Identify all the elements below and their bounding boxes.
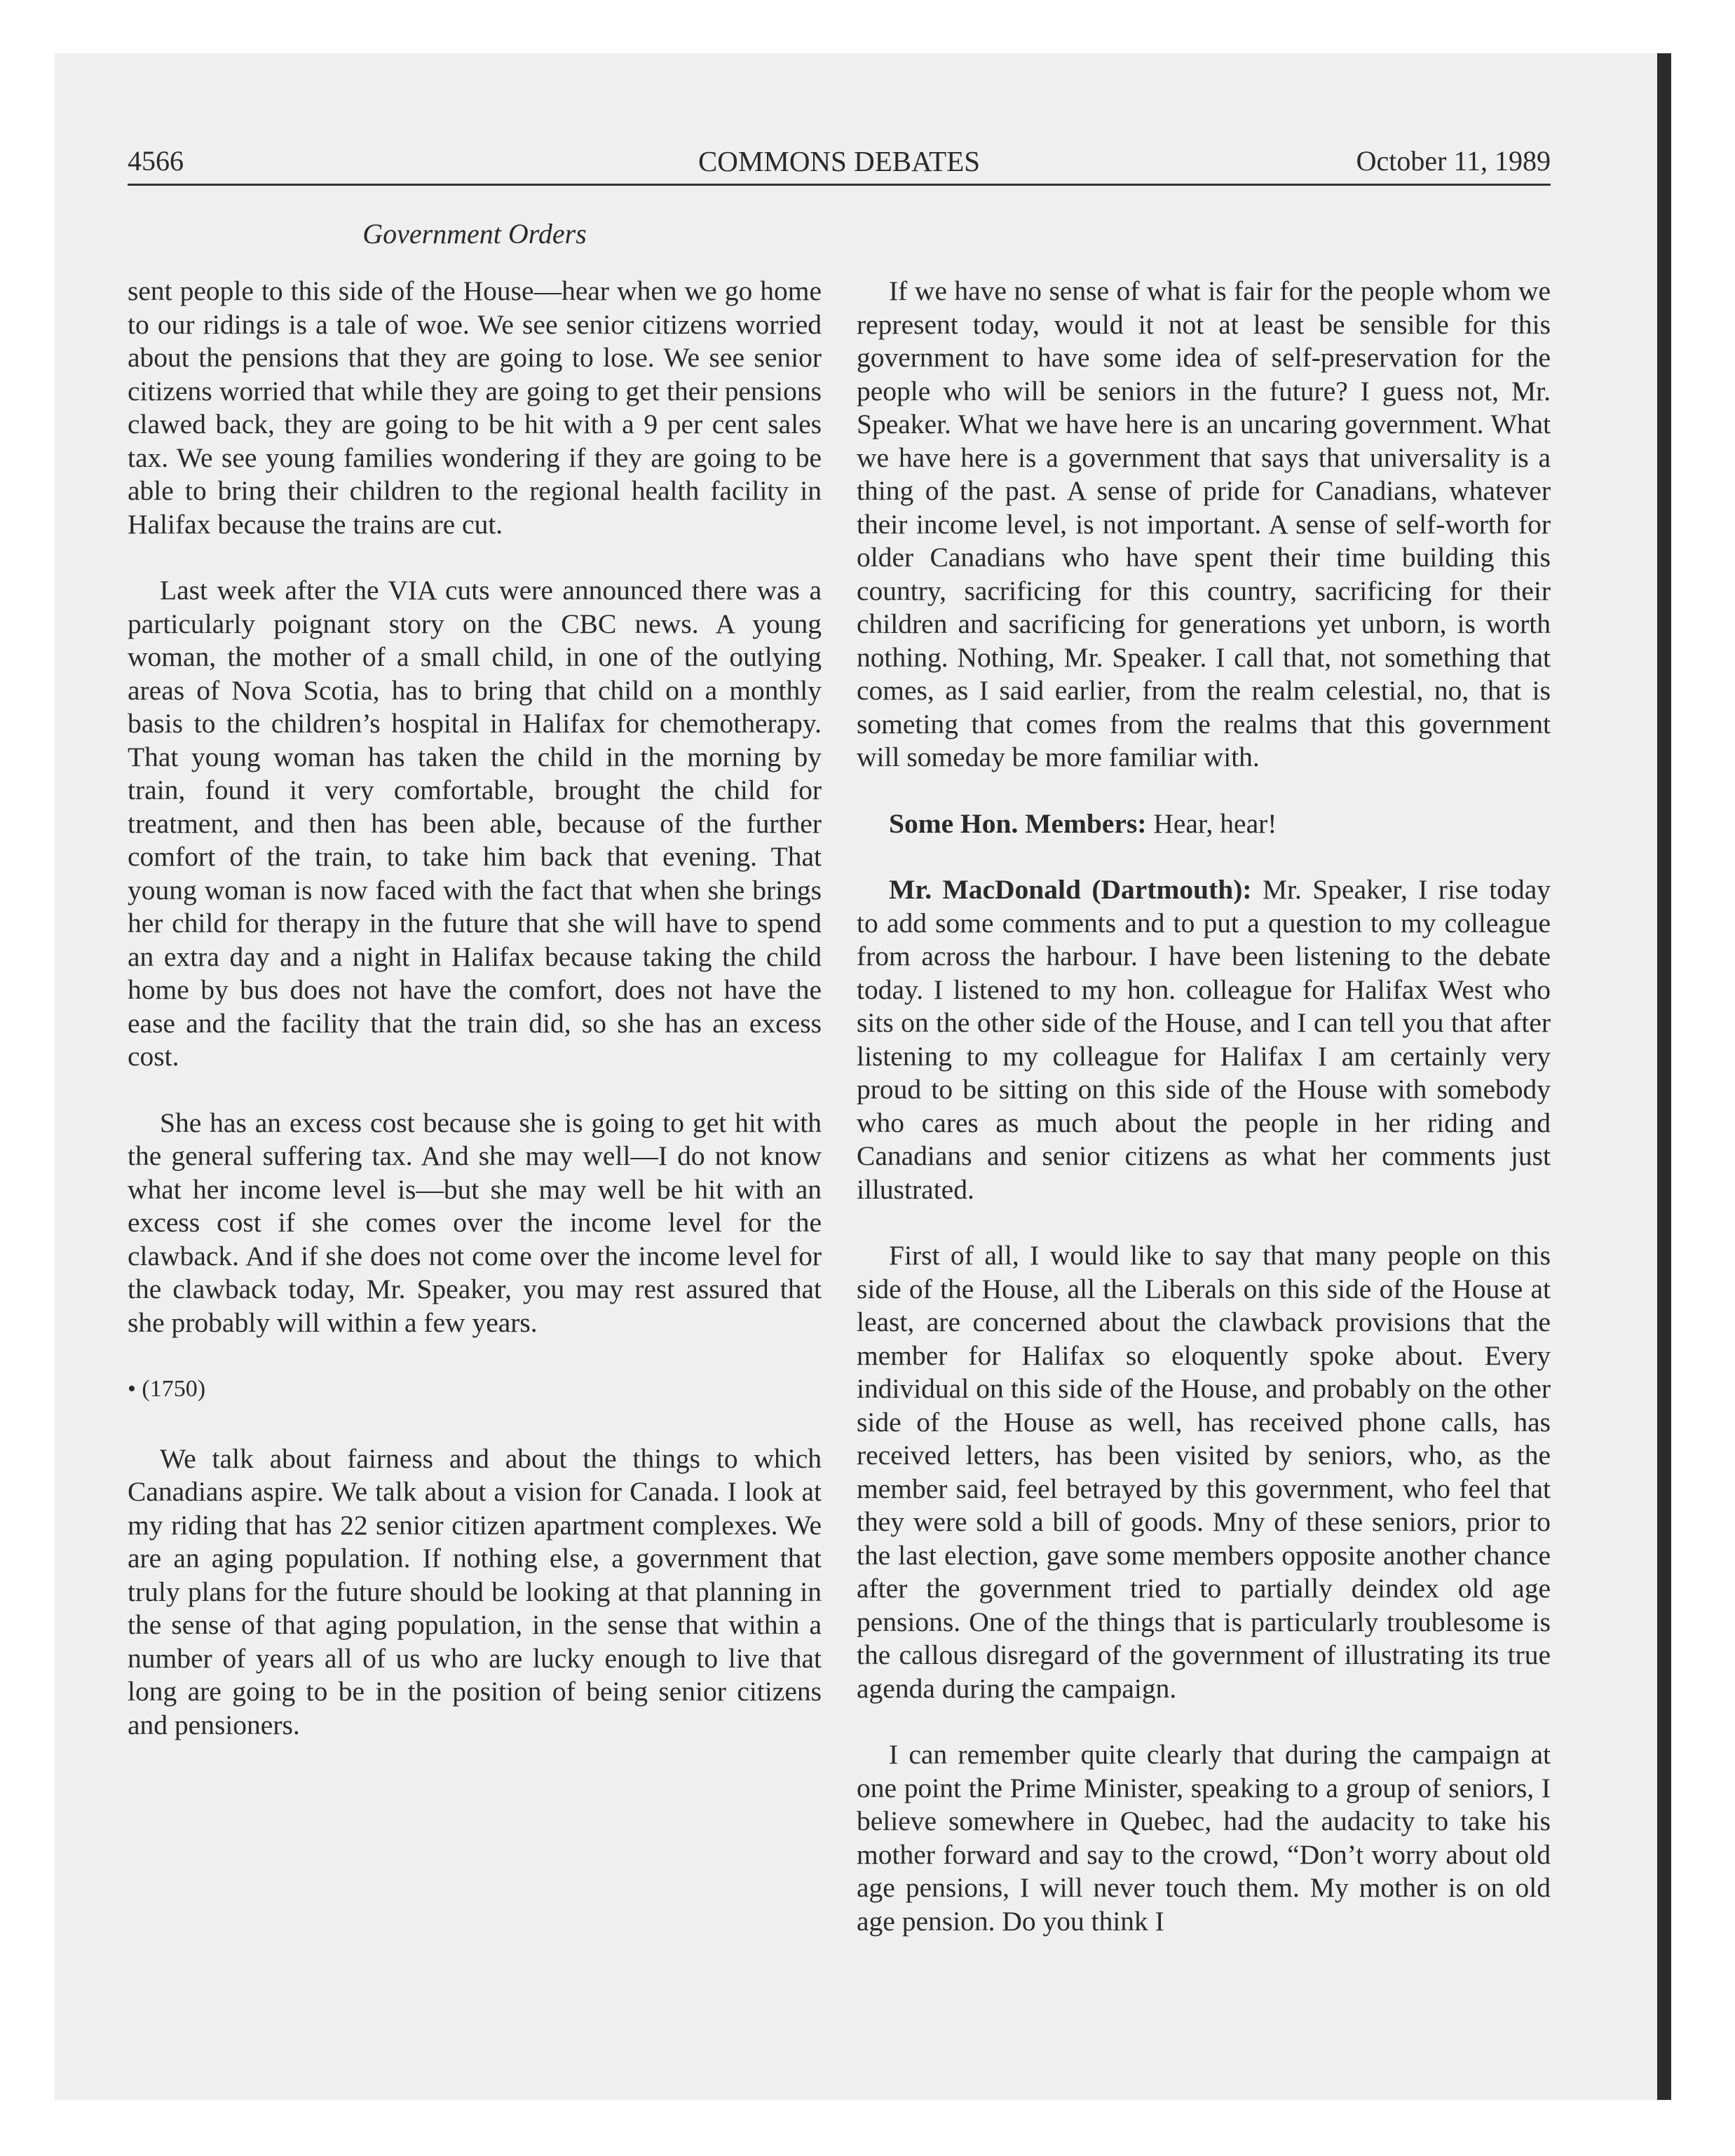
paragraph: Last week after the VIA cuts were announced there was a particularly poignant story on the CBC news. A young woman, the mother of a small child, in one of the outlying areas of Nova Scotia, has to bring that child on a monthly basis to the children’s hospital in Halifax for chemotherapy. That young woman has taken the child in the morning by train, found it very comfortable, brought the child for treatment, and then has been able, because of the further comfort of the train, to take him back that evening. That young woman is now faced with the fact that when she brings her child for therapy in the future that she will have to spend an extra day and a night in Halifax because taking the child home by bus does not have the comfort, does not have the ease and the facility that the train did, so she has an excess cost. — [128, 575, 822, 1072]
paragraph: I can remember quite clearly that during the campaign at one point the Prime Minister, speaking to a group of seniors, I believe somewhere in Quebec, had the audacity to take his mother forward and say to the crowd, “Don’t worry about old age pensions, I will never touch them. My mother is on old age pension. Do you think I — [857, 1739, 1551, 1937]
speech-paragraph — [857, 873, 1551, 1206]
paragraph: sent people to this side of the House—hear when we go home to our ridings is a tale of woe. We see senior citizens worried about the pensions that they are going to lose. We see senior citizens worried that while they are going to get their pensions clawed back, they are going to be hit with a 9 per cent sales tax. We see young families wondering if they are going to be able to bring their children to the regional health facility in Halifax because the trains are cut. — [128, 275, 822, 540]
speaker-name: Some Hon. Members: — [889, 807, 1147, 839]
scan-border — [1657, 53, 1671, 2100]
paragraph: If we have no sense of what is fair for the people whom we represent today, would it not at least be sensible for this government to have some idea of self-preservation for the people who will be seniors in the future? I guess not, Mr. Speaker. What we have here is an uncaring government. What we have here is a government that says that universality is a thing of the past. A sense of pride for Canadians, whatever their income level, is not important. A sense of self-worth for older Canadians who have spent their time building this country, sacrificing for this country, sacrificing for their children and sacrificing for generations yet unborn, is worth nothing. Nothing, Mr. Speaker. I call that, not something that comes, as I said earlier, from the realm celestial, no, that is someting that comes from the realms that this government will someday be more familiar with. — [857, 275, 1551, 772]
publication-date: October 11, 1989 — [1356, 145, 1551, 177]
running-header — [128, 140, 1551, 184]
speaker-name: Mr. MacDonald (Dartmouth): — [889, 874, 1252, 905]
header-rule — [128, 184, 1551, 186]
interjection — [857, 807, 1551, 841]
speech-text: Mr. Speaker, I rise today to add some comments and to put a question to my colleague from across the harbour. I have been listening to the debate today. I listened to my hon. colleague for Halifax West who sits on the other side of the House, and I can tell you that after listening to my colleague for Halifax I am certainly very proud to be sitting on this side of the House with somebody who cares as much about the people in her riding and Canadians and senior citizens as what her comments just illustrated. — [857, 874, 1551, 1205]
time-stamp: • (1750) — [128, 1376, 206, 1402]
publication-title: COMMONS DEBATES — [698, 145, 981, 177]
speech-text: Hear, hear! — [1146, 807, 1277, 839]
right-column — [857, 275, 1551, 1971]
paragraph: She has an excess cost because she is going to get hit with the general suffering tax. And she may well—I do not know what her income level is—but she may well be hit with an excess cost if she comes over the income level for the clawback. And if she does not come over the income level for the clawback today, Mr. Speaker, you may rest assured that she probably will within a few years. — [128, 1107, 822, 1338]
section-label: Government Orders — [362, 218, 587, 250]
paragraph: First of all, I would like to say that many people on this side of the House, all the Liberals on this side of the House at least, are concerned about the clawback provisions that the member for Halifax so eloquently spoke about. Every individual on this side of the House, and probably on the other side of the House as well, has received phone calls, has received letters, has been visited by seniors, who, as the member said, feel betrayed by this government, who feel that they were sold a bill of goods. Mny of these seniors, prior to the last election, gave some members opposite another chance after the government tried to partially deindex old age pensions. One of the things that is particularly troublesome is the callous disregard of the government of illustrating its true agenda during the campaign. — [857, 1240, 1551, 1704]
page-number: 4566 — [128, 145, 184, 177]
paragraph: We talk about fairness and about the things to which Canadians aspire. We talk about a vision for Canada. I look at my riding that has 22 senior citizen apartment complexes. We are an aging population. If nothing else, a government that truly plans for the future should be looking at that planning in the sense of that aging population, in the sense that within a number of years all of us who are lucky enough to live that long are going to be in the position of being senior citizens and pensioners. — [128, 1442, 822, 1740]
left-column — [128, 275, 822, 1775]
